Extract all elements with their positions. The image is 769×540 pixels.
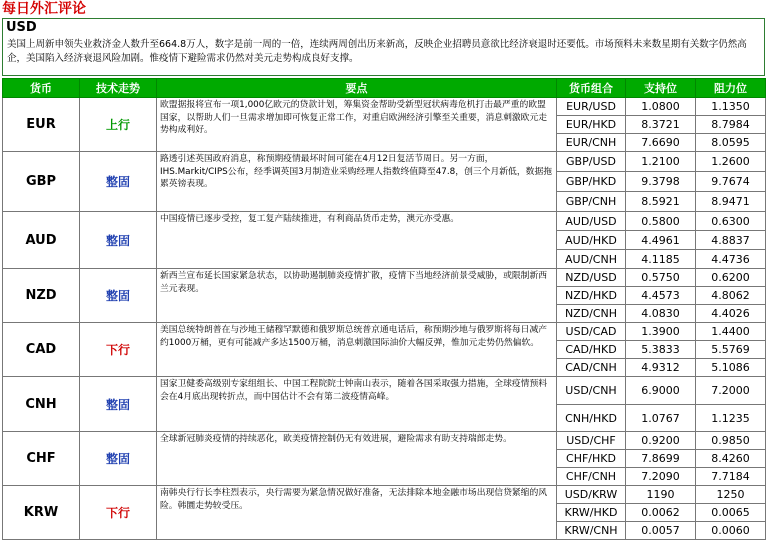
pair-cell: USD/CAD (557, 323, 626, 341)
support-cell: 0.0062 (626, 504, 696, 522)
pair-cell: NZD/USD (557, 269, 626, 287)
key-point-cell: 新西兰宣布延长国家紧急状态，以协助遏制肺炎疫情扩散，疫情下当地经济前景受威胁，或限制新西兰元表现。 (157, 269, 557, 323)
pair-cell: USD/CNH (557, 377, 626, 405)
currency-cell: NZD (3, 269, 80, 323)
pair-cell: GBP/CNH (557, 192, 626, 212)
support-cell: 4.4573 (626, 287, 696, 305)
support-cell: 1.2100 (626, 152, 696, 172)
usd-commentary-text: 美国上周新申领失业救济金人数升至664.8万人，数字是前一周的一倍，连续两周创出历来新高，反映企业招聘员意欲比经济衰退时还要低。市场预料未来数星期有关数字仍然高企，美国陷入经济衰退风险加剧。惟疫情下避险需求仍然对美元走势构成良好支撑。 (7, 39, 747, 64)
resistance-cell: 4.4026 (696, 305, 766, 323)
pair-cell: AUD/CNH (557, 250, 626, 269)
resistance-cell: 1.4400 (696, 323, 766, 341)
currency-cell: KRW (3, 486, 80, 540)
resistance-cell: 1.1235 (696, 405, 766, 432)
pair-cell: EUR/USD (557, 98, 626, 116)
support-cell: 1190 (626, 486, 696, 504)
support-cell: 5.3833 (626, 341, 696, 359)
resistance-cell: 0.9850 (696, 432, 766, 450)
pair-cell: KRW/HKD (557, 504, 626, 522)
support-cell: 9.3798 (626, 172, 696, 192)
header-resistance: 阻力位 (696, 79, 766, 98)
table-row (3, 212, 766, 231)
resistance-cell: 9.7674 (696, 172, 766, 192)
pair-cell: CAD/HKD (557, 341, 626, 359)
currency-cell: GBP (3, 152, 80, 212)
trend-cell: 上行 (80, 98, 157, 152)
resistance-cell: 7.7184 (696, 468, 766, 486)
currency-cell: CHF (3, 432, 80, 486)
currency-cell: CNH (3, 377, 80, 432)
trend-cell: 整固 (80, 377, 157, 432)
support-cell: 0.5800 (626, 212, 696, 231)
pair-cell: NZD/CNH (557, 305, 626, 323)
resistance-cell: 0.0065 (696, 504, 766, 522)
trend-cell: 整固 (80, 152, 157, 212)
resistance-cell: 0.0060 (696, 522, 766, 540)
trend-cell: 整固 (80, 432, 157, 486)
support-cell: 4.1185 (626, 250, 696, 269)
support-cell: 4.0830 (626, 305, 696, 323)
trend-cell: 整固 (80, 212, 157, 269)
support-cell: 1.0800 (626, 98, 696, 116)
pair-cell: CAD/CNH (557, 359, 626, 377)
pair-cell: USD/CHF (557, 432, 626, 450)
table-row (3, 152, 766, 172)
table-row (3, 377, 766, 405)
pair-cell: AUD/HKD (557, 231, 626, 250)
key-point-cell: 路透引述英国政府消息，称预期疫情最坏时间可能在4月12日复活节周日。另一方面，IHS.Markit/CIPS公布，经季调英国3月制造业采购经理人指数终值降至47.8，创三个月新低，数据拖累英镑表现。 (157, 152, 557, 212)
key-point-cell: 国家卫健委高级别专家组组长、中国工程院院士钟南山表示，随着各国采取强力措施，全球疫情预料会在4月底出现转折点，而中国估计不会有第二波疫情高峰。 (157, 377, 557, 432)
support-cell: 7.6690 (626, 134, 696, 152)
resistance-cell: 7.2000 (696, 377, 766, 405)
pair-cell: EUR/HKD (557, 116, 626, 134)
table-body (3, 98, 766, 540)
key-point-cell: 欧盟据报将宣布一项1,000亿欧元的贷款计划，筹集资金帮助受新型冠状病毒危机打击最严重的欧盟国家，以帮助人们一旦需求增加即可恢复正常工作，对重启欧洲经济引擎至关重要，消息刺激欧元走势构成利好。 (157, 98, 557, 152)
resistance-cell: 8.4260 (696, 450, 766, 468)
support-cell: 6.9000 (626, 377, 696, 405)
support-cell: 7.2090 (626, 468, 696, 486)
resistance-cell: 8.7984 (696, 116, 766, 134)
resistance-cell: 5.5769 (696, 341, 766, 359)
resistance-cell: 0.6300 (696, 212, 766, 231)
usd-commentary-box (2, 18, 765, 76)
support-cell: 4.4961 (626, 231, 696, 250)
pair-cell: CNH/HKD (557, 405, 626, 432)
resistance-cell: 4.4736 (696, 250, 766, 269)
support-cell: 4.9312 (626, 359, 696, 377)
table-row (3, 486, 766, 504)
support-cell: 7.8699 (626, 450, 696, 468)
resistance-cell: 1250 (696, 486, 766, 504)
resistance-cell: 4.8837 (696, 231, 766, 250)
resistance-cell: 0.6200 (696, 269, 766, 287)
resistance-cell: 1.2600 (696, 152, 766, 172)
support-cell: 8.3721 (626, 116, 696, 134)
pair-cell: CHF/CNH (557, 468, 626, 486)
pair-cell: GBP/HKD (557, 172, 626, 192)
page-title: 每日外汇评论 (2, 1, 86, 17)
pair-cell: NZD/HKD (557, 287, 626, 305)
support-cell: 0.0057 (626, 522, 696, 540)
support-cell: 1.3900 (626, 323, 696, 341)
header-support: 支持位 (626, 79, 696, 98)
resistance-cell: 8.9471 (696, 192, 766, 212)
support-cell: 1.0767 (626, 405, 696, 432)
currency-cell: AUD (3, 212, 80, 269)
forex-table (2, 78, 766, 540)
table-row (3, 269, 766, 287)
table-row (3, 323, 766, 341)
key-point-cell: 全球新冠肺炎疫情的持续恶化，欧美疫情控制仍无有效进展，避险需求有助支持瑞郎走势。 (157, 432, 557, 486)
pair-cell: GBP/USD (557, 152, 626, 172)
resistance-cell: 5.1086 (696, 359, 766, 377)
resistance-cell: 8.0595 (696, 134, 766, 152)
header-currency: 货币 (3, 79, 80, 98)
usd-heading: USD (3, 19, 764, 36)
header-trend: 技术走势 (80, 79, 157, 98)
resistance-cell: 4.8062 (696, 287, 766, 305)
support-cell: 0.5750 (626, 269, 696, 287)
pair-cell: KRW/CNH (557, 522, 626, 540)
currency-cell: CAD (3, 323, 80, 377)
pair-cell: AUD/USD (557, 212, 626, 231)
table-row (3, 432, 766, 450)
pair-cell: CHF/HKD (557, 450, 626, 468)
key-point-cell: 南韩央行行长李柱烈表示，央行需要为紧急情况做好准备，无法排除本地金融市场出现信贷紧缩的风险。韩圜走势较受压。 (157, 486, 557, 540)
trend-cell: 整固 (80, 269, 157, 323)
key-point-cell: 中国疫情已逐步受控，复工复产陆续推进，有利商品货币走势，澳元亦受惠。 (157, 212, 557, 269)
resistance-cell: 1.1350 (696, 98, 766, 116)
table-header-row (3, 79, 766, 98)
trend-cell: 下行 (80, 323, 157, 377)
support-cell: 8.5921 (626, 192, 696, 212)
currency-cell: EUR (3, 98, 80, 152)
pair-cell: USD/KRW (557, 486, 626, 504)
header-points: 要点 (157, 79, 557, 98)
table-row (3, 98, 766, 116)
trend-cell: 下行 (80, 486, 157, 540)
key-point-cell: 美国总统特朗普在与沙地王储穆罕默德和俄罗斯总统普京通电话后，称预期沙地与俄罗斯将每日减产约1000万桶，更有可能减产多达1500万桶，消息刺激国际油价大幅反弹，惟加元走势仍然偏软。 (157, 323, 557, 377)
pair-cell: EUR/CNH (557, 134, 626, 152)
header-pair: 货币组合 (557, 79, 626, 98)
support-cell: 0.9200 (626, 432, 696, 450)
